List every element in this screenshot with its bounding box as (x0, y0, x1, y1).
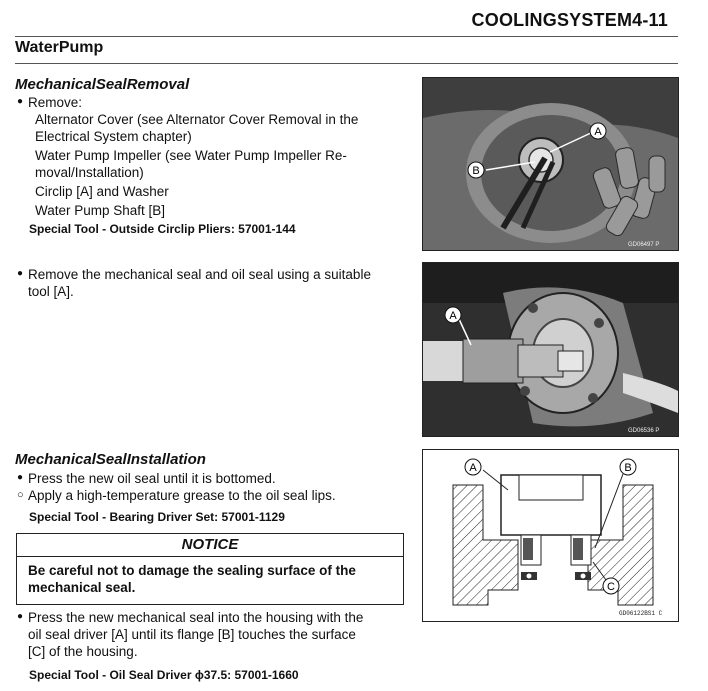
header-rule (15, 36, 678, 37)
special-tool-note: Special Tool - Outside Circlip Pliers: 57001-144 (29, 222, 296, 236)
title-rule (15, 63, 678, 64)
figure-code: GD06497 P (628, 242, 660, 248)
notice-line: Be careful not to damage the sealing surface of the (28, 563, 356, 578)
list-item: Circlip [A] and Washer (35, 184, 169, 199)
remove-items-list (35, 111, 405, 219)
install-step-2: Apply a high-temperature grease to the oil seal lips. (28, 488, 336, 503)
notice-line: mechanical seal. (28, 580, 136, 595)
installation-heading: MechanicalSealInstallation (15, 451, 206, 468)
install-step-3 (28, 609, 406, 660)
circle-bullet-icon: ○ (17, 489, 24, 501)
bullet-icon: ● (17, 268, 24, 279)
photo-circlip-removal (422, 77, 679, 251)
photo-seal-removal-tool (422, 262, 679, 437)
notice-box (16, 533, 404, 605)
callout-label: A (594, 126, 602, 138)
remove-label: Remove: (28, 95, 83, 110)
callout-label: B (472, 165, 480, 177)
list-item: moval/Installation) (35, 165, 144, 180)
list-item: Alternator Cover (see Alternator Cover Removal in the (35, 112, 359, 127)
page-title: WaterPump (15, 39, 104, 56)
seal-installation-diagram (422, 449, 679, 622)
chapter-page-header: COOLINGSYSTEM4-11 (471, 10, 668, 30)
step-text-line: oil seal driver [A] until its flange [B] touches the surface (28, 627, 356, 642)
list-item: Water Pump Shaft [B] (35, 203, 166, 218)
callout-label: B (624, 462, 632, 474)
callout-label: C (607, 581, 615, 593)
notice-text (17, 557, 403, 596)
figure-code: GD06122BS1 C (619, 610, 663, 617)
callout-label: A (469, 462, 477, 474)
removal-heading: MechanicalSealRemoval (15, 76, 190, 93)
step-text-line: Press the new mechanical seal into the housing with the (28, 610, 364, 625)
bullet-icon: ● (17, 96, 24, 107)
step-text-line: [C] of the housing. (28, 644, 138, 659)
figure-code: GD06536 P (628, 428, 660, 434)
removal-step-2 (28, 266, 406, 300)
install-step-1: Press the new oil seal until it is bottomed. (28, 471, 276, 486)
list-item: Electrical System chapter) (35, 129, 192, 144)
callout-label: A (449, 310, 457, 322)
step-text-line: Remove the mechanical seal and oil seal using a suitable (28, 267, 371, 282)
bullet-icon: ● (17, 611, 24, 622)
special-tool-note: Special Tool - Bearing Driver Set: 57001-1129 (29, 510, 285, 524)
special-tool-note: Special Tool - Oil Seal Driver ϕ37.5: 57001-1660 (29, 668, 299, 682)
step-text-line: tool [A]. (28, 284, 74, 299)
notice-title: NOTICE (17, 534, 403, 557)
bullet-icon: ● (17, 472, 24, 483)
list-item: Water Pump Impeller (see Water Pump Impeller Re- (35, 148, 347, 163)
